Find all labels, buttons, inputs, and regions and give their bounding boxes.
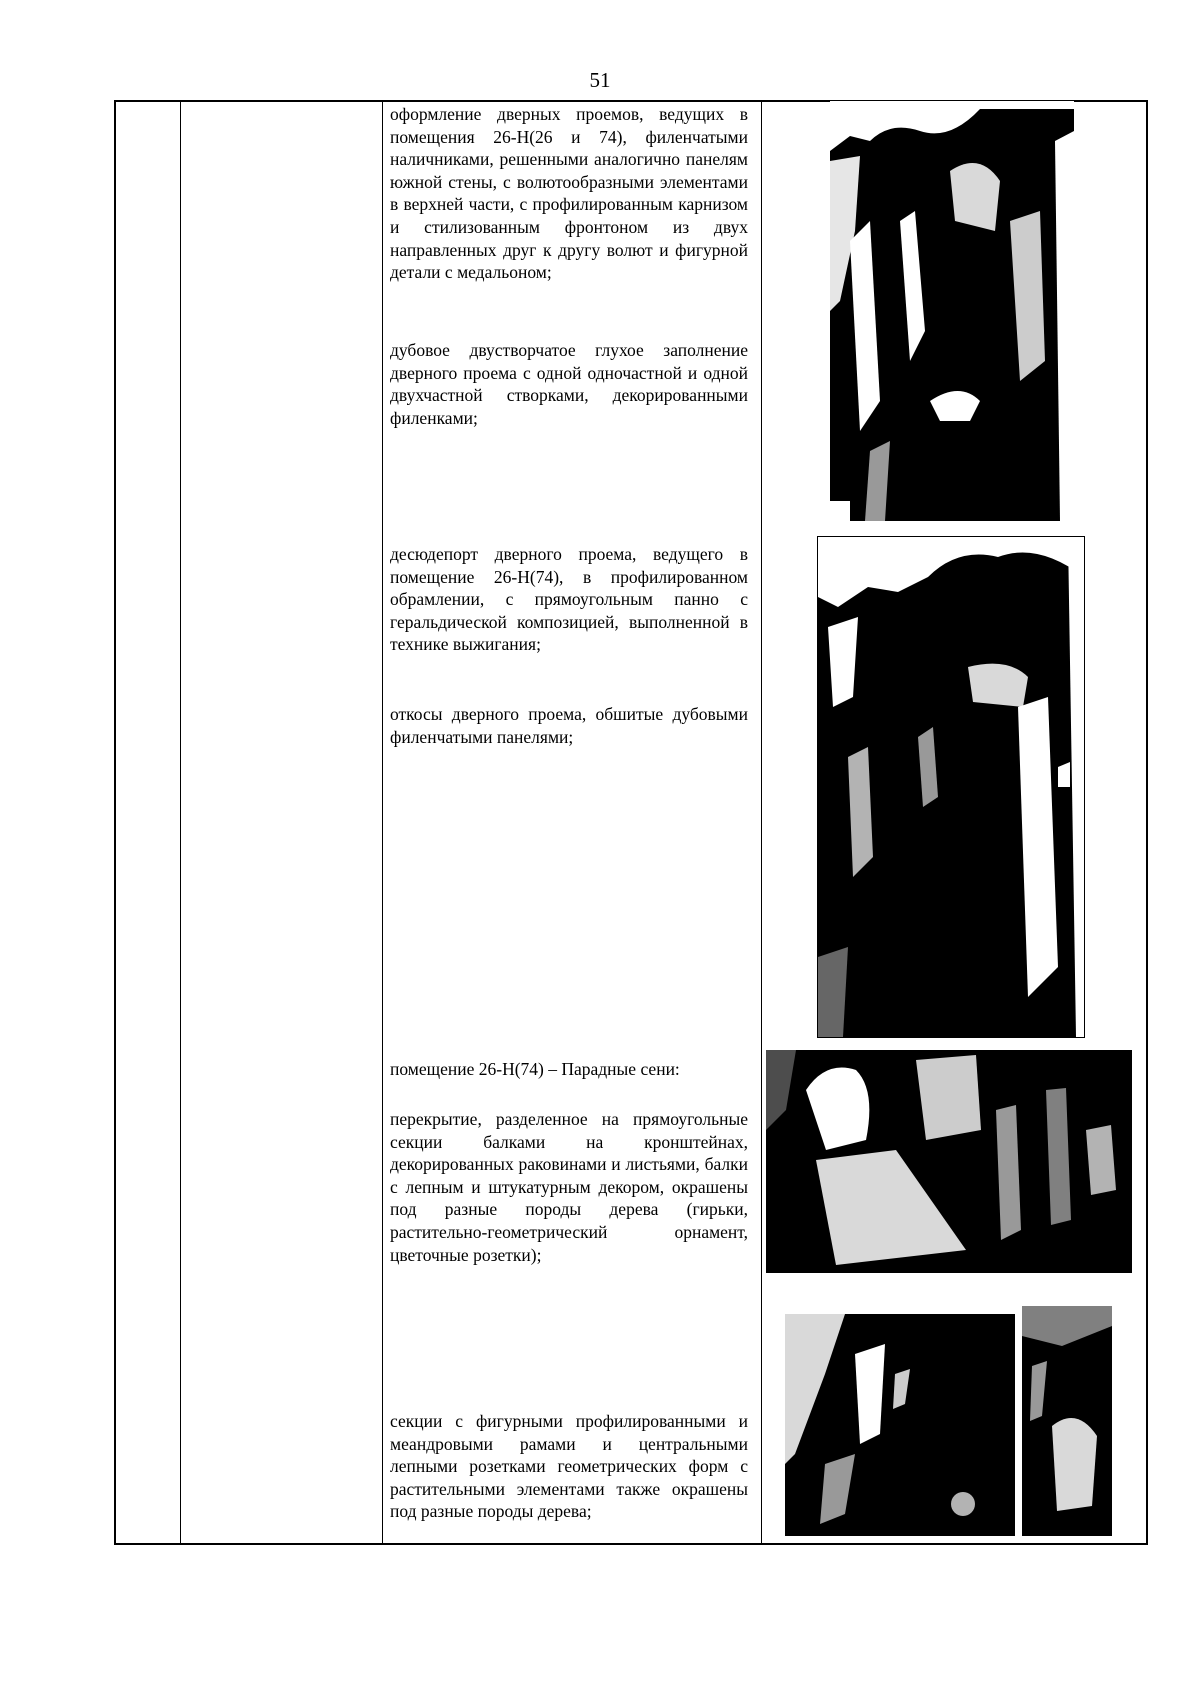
photo-ceiling-sections	[785, 1314, 1015, 1536]
photo-state-vestibule	[766, 1050, 1132, 1273]
page-number: 51	[589, 68, 611, 92]
paragraph-overdoor: десюдепорт дверного проема, ведущего в помещение 26-Н(74), в профилированном обрамлении, с прямоугольным панно с геральдической композицией, выполненной в технике выжигания;	[390, 544, 748, 655]
paragraph-ceiling: перекрытие, разделенное на прямоугольные секции балками на кронштейнах, декорированных раковинами и листьями, балки с лепным и штукатурным декором, окрашены под разные породы дерева (гирьки, растительно-геометрический орнамент, цветочные розетки);	[390, 1109, 748, 1265]
column-divider	[382, 102, 383, 1543]
column-divider	[180, 102, 181, 1543]
photo-doorway-pediment	[830, 101, 1074, 521]
paragraph-door-trim: оформление дверных проемов, ведущих в помещения 26-Н(26 и 74), филенчатыми наличниками, решенными аналогично панелям южной стены, с волютообразными элементами в верхней части, с профилированным карнизом и стилизованным фронтоном из двух направленных друг к другу волют и фигурной детали с медальоном;	[390, 104, 748, 283]
paragraph-door-reveals: откосы дверного проема, обшитые дубовыми филенчатыми панелями;	[390, 704, 748, 747]
column-divider	[761, 102, 762, 1543]
paragraph-room-heading: помещение 26-Н(74) – Парадные сени:	[390, 1059, 680, 1079]
paragraph-ceiling-sections: секции с фигурными профилированными и меандровыми рамами и центральными лепными розетками геометрических форм с растительными элементами также окрашены под разные породы дерева;	[390, 1411, 748, 1522]
photo-overdoor-panel	[817, 536, 1085, 1038]
paragraph-oak-door: дубовое двустворчатое глухое заполнение дверного проема с одной одночастной и одной двухчастной створками, декорированными филенками;	[390, 340, 748, 428]
photo-ceiling-detail	[1022, 1306, 1112, 1536]
